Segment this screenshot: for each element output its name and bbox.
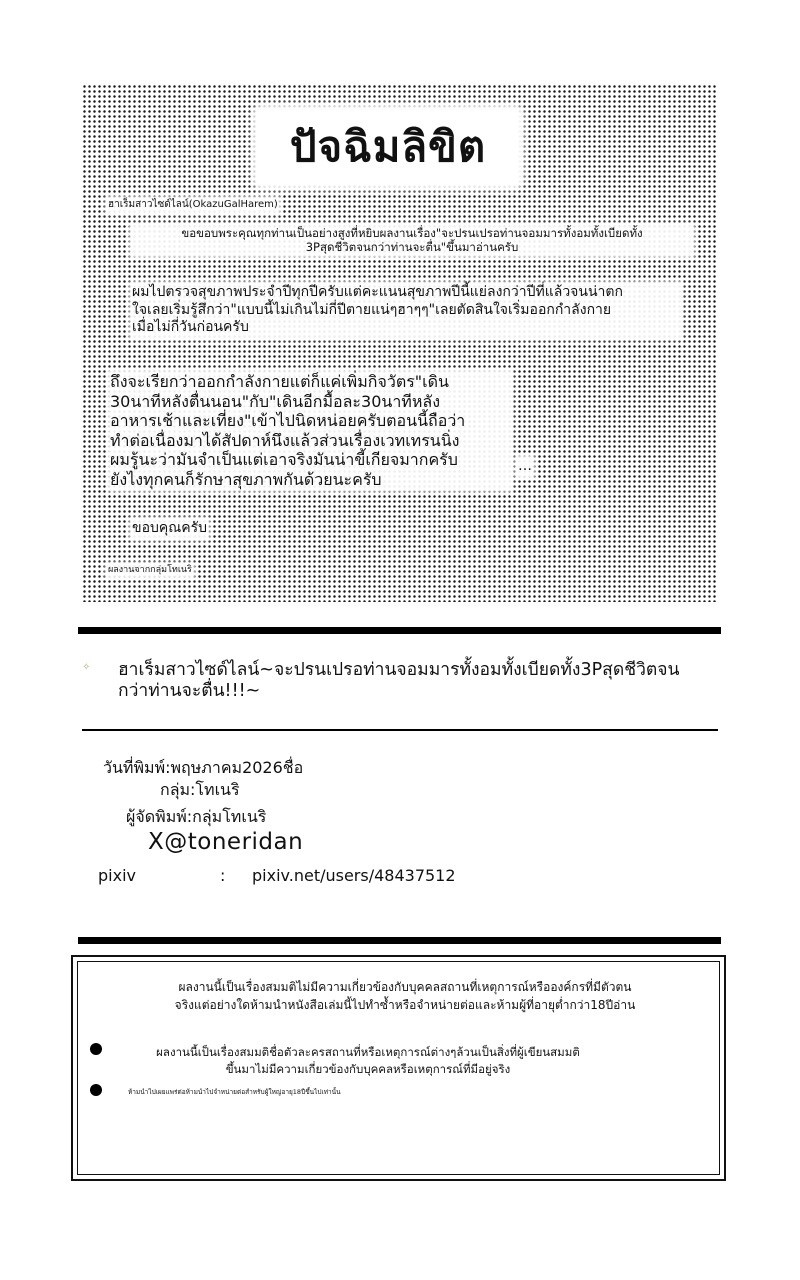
afterword-paragraph-2: ผมไปตรวจสุขภาพประจำปีทุกปีครับแต่คะแนนสุขภาพปีนี้แย่ลงกว่าปีที่แล้วจนน่าตก ใจเลยเริ่มรู้สึกว่า"แบบนี้ไม่เกินไม่กี่ปีตายแน่ๆฮาๆๆ"เลยตัดสินใจเริ่มออกกำลังกาย เมื่อไม่กี่วันก่อนครับ — [132, 284, 680, 337]
pixiv-separator: : — [220, 866, 226, 885]
afterword-paragraph-1: ขอขอบพระคุณทุกท่านเป็นอย่างสูงที่หยิบผลงานเรื่อง"จะปรนเปรอท่านจอมมารทั้งอมทั้งเบียดทั้ง 3Pสุดชีวิตจนกว่าท่านจะตื่น"ขึ้นมาอ่านครับ — [132, 226, 692, 255]
disclaimer-line-2: ผลงานนี้เป็นเรื่องสมมติชื่อตัวละครสถานที่หรือเหตุการณ์ต่างๆล้วนเป็นสิ่งที่ผู้เขียนสมมติ ขึ้นมาไม่มีความเกี่ยวข้องกับบุคคลหรือเหตุการณ์ที่มีอยู่จริง — [156, 1045, 580, 1077]
publisher: ผู้จัดพิมพ์:กลุ่มโทเนริ — [126, 807, 267, 826]
sparkle-icon: ✧ — [82, 662, 91, 673]
divider-top — [78, 627, 721, 634]
pixiv-label: pixiv — [98, 866, 136, 885]
afterword-title: ปัจฉิมลิขิต — [258, 110, 518, 184]
publication-date: วันที่พิมพ์:พฤษภาคม2026ชื่อ — [103, 758, 304, 777]
disclaimer-line-3: ห้ามนำไปเผยแพร่ต่อห้ามนำไปจำหน่ายต่อสำหรับผู้ใหญ่อายุ18ปีขึ้นไปเท่านั้น — [128, 1088, 341, 1096]
disclaimer-line-1: ผลงานนี้เป็นเรื่องสมมติไม่มีความเกี่ยวข้องกับบุคคลสถานที่เหตุการณ์หรือองค์กรที่มีตัวตน จริงแต่อย่างใดห้ามนำหนังสือเล่มนี้ไปทำซ้ำหรือจำหน่ายต่อและห้ามผู้ที่อายุต่ำกว่า18ปีอ่าน — [174, 980, 636, 1012]
afterword-thanks: ขอบคุณครับ — [132, 520, 207, 536]
x-handle: X@toneridan — [148, 829, 304, 855]
publication-group: กลุ่ม:โทเนริ — [160, 780, 240, 799]
divider-bottom — [78, 937, 721, 944]
bullet-icon — [90, 1043, 102, 1055]
bullet-icon — [90, 1084, 102, 1096]
author-credit: ฮาเร็มสาวไซด์ไลน์(OkazuGalHarem) — [108, 199, 278, 210]
book-title: ฮาเร็มสาวไซด์ไลน์~จะปรนเปรอท่านจอมมารทั้งอมทั้งเบียดทั้ง3Pสุดชีวิตจน กว่าท่านจะตื่น!!!~ — [118, 660, 680, 701]
afterword-paragraph-3: ถึงจะเรียกว่าออกกำลังกายแต่ก็แค่เพิ่มกิจวัตร"เดิน 30นาทีหลังตื่นนอน"กับ"เดินอีกมื้อละ30นาทีหลัง อาหารเช้าและเที่ยง"เข้าไปนิดหน่อยครับตอนนี้ถือว่า ทำต่อเนื่องมาได้สัปดาห์นึงแล้วส่วนเรื่องเวทเทรนนิ่ง ผมรู้นะว่ามันจำเป็นแต่เอาจริงมันน่าขี้เกียจมากครับ ยังไงทุกคนก็รักษาสุขภาพกันด้วยนะครับ — [110, 372, 510, 489]
group-credit: ผลงานจากกลุ่มโทเนริ — [108, 565, 192, 575]
afterword-ellipsis: … — [518, 458, 532, 474]
divider-title — [82, 729, 718, 731]
pixiv-url: pixiv.net/users/48437512 — [252, 866, 456, 885]
